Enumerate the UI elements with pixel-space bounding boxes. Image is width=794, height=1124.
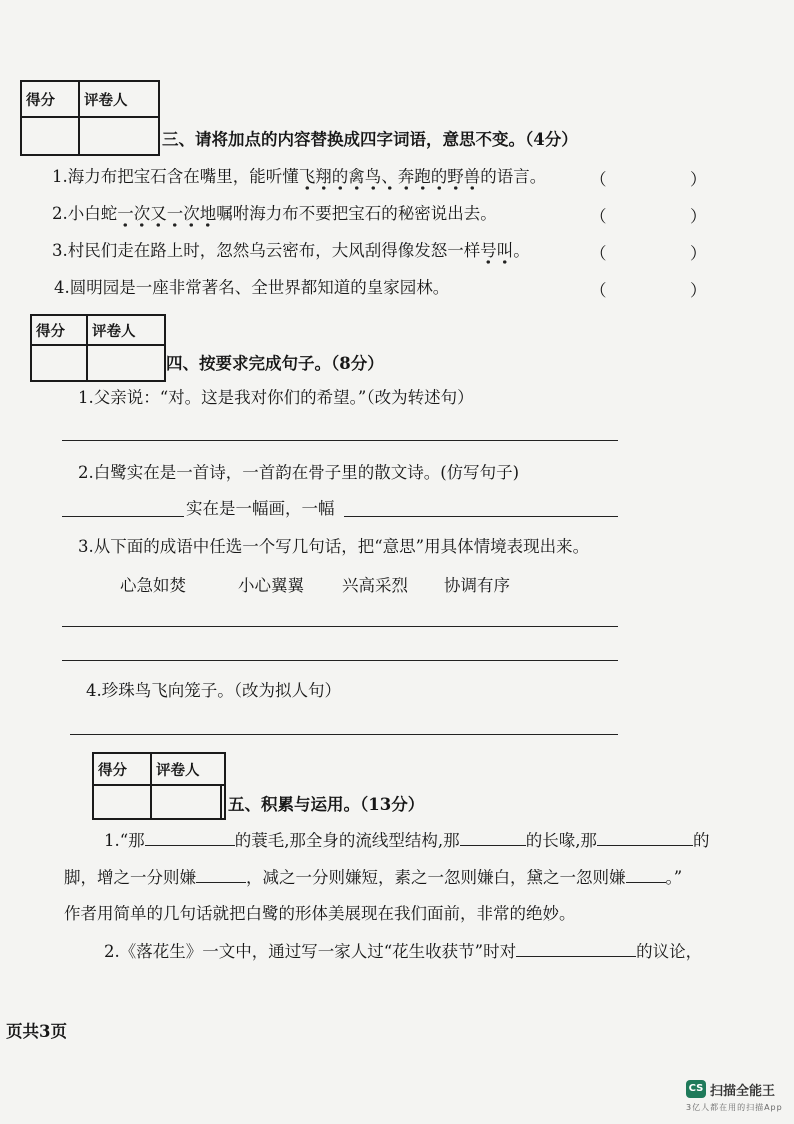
score-box-divider	[220, 784, 222, 818]
score-label: 得分	[31, 315, 87, 345]
answer-blank-q2[interactable]	[516, 940, 636, 957]
answer-paren-open: （	[590, 281, 607, 300]
section4-question-3: 3.从下面的成语中任选一个写几句话，把“意思”用具体情境表现出来。	[78, 537, 590, 556]
grader-label: 评卷人	[79, 81, 159, 117]
idiom-4: 协调有序	[444, 576, 510, 595]
grader-cell[interactable]	[87, 345, 165, 381]
answer-paren-close: ）	[690, 207, 707, 226]
answer-paren-open: （	[590, 170, 607, 189]
section4-q2-fill-text: 实在是一幅画，一幅	[186, 499, 335, 518]
section4-question-4: 4.珍珠鸟飞向笼子。（改为拟人句）	[86, 681, 341, 700]
score-label: 得分	[93, 753, 151, 785]
grader-cell[interactable]	[151, 785, 225, 819]
section5-q1-line3: 作者用简单的几句话就把白鹭的形体美展现在我们面前，非常的绝妙。	[64, 904, 576, 923]
answer-blank-q1-a[interactable]	[145, 829, 235, 846]
answer-blank-q1-d[interactable]	[196, 866, 246, 883]
score-box-section3	[20, 80, 160, 156]
grader-label: 评卷人	[151, 753, 225, 785]
answer-paren-open: （	[590, 244, 607, 263]
score-cell[interactable]	[93, 785, 151, 819]
score-cell[interactable]	[21, 117, 79, 155]
idiom-2: 小心翼翼	[238, 576, 304, 595]
section4-question-1: 1.父亲说：“对。这是我对你们的希望。”（改为转述句）	[78, 388, 474, 407]
score-label: 得分	[21, 81, 79, 117]
answer-line-q3-2[interactable]	[62, 660, 618, 661]
answer-blank-q1-c[interactable]	[597, 829, 693, 846]
section3-item-3: 3.村民们走在路上时，忽然乌云密布，大风刮得像发怒一样号叫。	[52, 240, 530, 262]
section5-title: 五、积累与运用。（13分）	[228, 795, 425, 814]
section3-title: 三、请将加点的内容替换成四字词语，意思不变。（4分）	[162, 130, 578, 149]
answer-paren-close: ）	[690, 244, 707, 263]
camscanner-logo-icon: CS	[686, 1080, 706, 1098]
idiom-3: 兴高采烈	[342, 576, 408, 595]
section3-item-2: 2.小白蛇一次又一次地嘱咐海力布不要把宝石的秘密说出去。	[52, 203, 497, 225]
score-box-section5	[92, 752, 226, 820]
page-total: 页共3页	[6, 1022, 67, 1041]
answer-blank-2[interactable]	[610, 201, 686, 227]
grader-label: 评卷人	[87, 315, 165, 345]
answer-line-q4[interactable]	[70, 734, 618, 735]
answer-blank-q1-e[interactable]	[626, 866, 666, 883]
answer-line-q3-1[interactable]	[62, 626, 618, 627]
answer-paren-close: ）	[690, 170, 707, 189]
section5-q1-line1: 1.“那 的蓑毛,那全身的流线型结构,那 的长喙,那 的	[104, 831, 710, 850]
camscanner-app-name: 扫描全能王	[710, 1084, 776, 1099]
answer-blank-3[interactable]	[610, 238, 686, 264]
answer-blank-4[interactable]	[610, 275, 686, 301]
answer-paren-open: （	[590, 207, 607, 226]
score-cell[interactable]	[31, 345, 87, 381]
section3-item-1: 1.海力布把宝石含在嘴里，能听懂飞翔的禽鸟、奔跑的野兽的语言。	[52, 166, 546, 188]
section5-q2: 2.《落花生》一文中，通过写一家人过“花生收获节”时对 的议论，	[104, 942, 703, 961]
answer-blank-1[interactable]	[610, 164, 686, 190]
section4-title: 四、按要求完成句子。（8分）	[166, 354, 384, 373]
score-box-section4	[30, 314, 166, 382]
answer-paren-close: ）	[690, 281, 707, 300]
answer-blank-q2-b[interactable]	[344, 516, 618, 517]
section3-item-4: 4.圆明园是一座非常著名、全世界都知道的皇家园林。	[54, 278, 450, 297]
camscanner-slogan: 3亿人都在用的扫描App	[686, 1103, 783, 1112]
idiom-1: 心急如焚	[120, 576, 186, 595]
section5-q1-line2: 脚，增之一分则嫌 ，减之一分则嫌短，素之一忽则嫌白，黛之一忽则嫌 。”	[64, 868, 683, 887]
answer-blank-q2-a[interactable]	[62, 516, 184, 517]
section4-question-2: 2.白鹭实在是一首诗，一首韵在骨子里的散文诗。(仿写句子)	[78, 463, 520, 482]
answer-blank-q1-b[interactable]	[460, 829, 526, 846]
grader-cell[interactable]	[79, 117, 159, 155]
answer-line-q1[interactable]	[62, 440, 618, 441]
